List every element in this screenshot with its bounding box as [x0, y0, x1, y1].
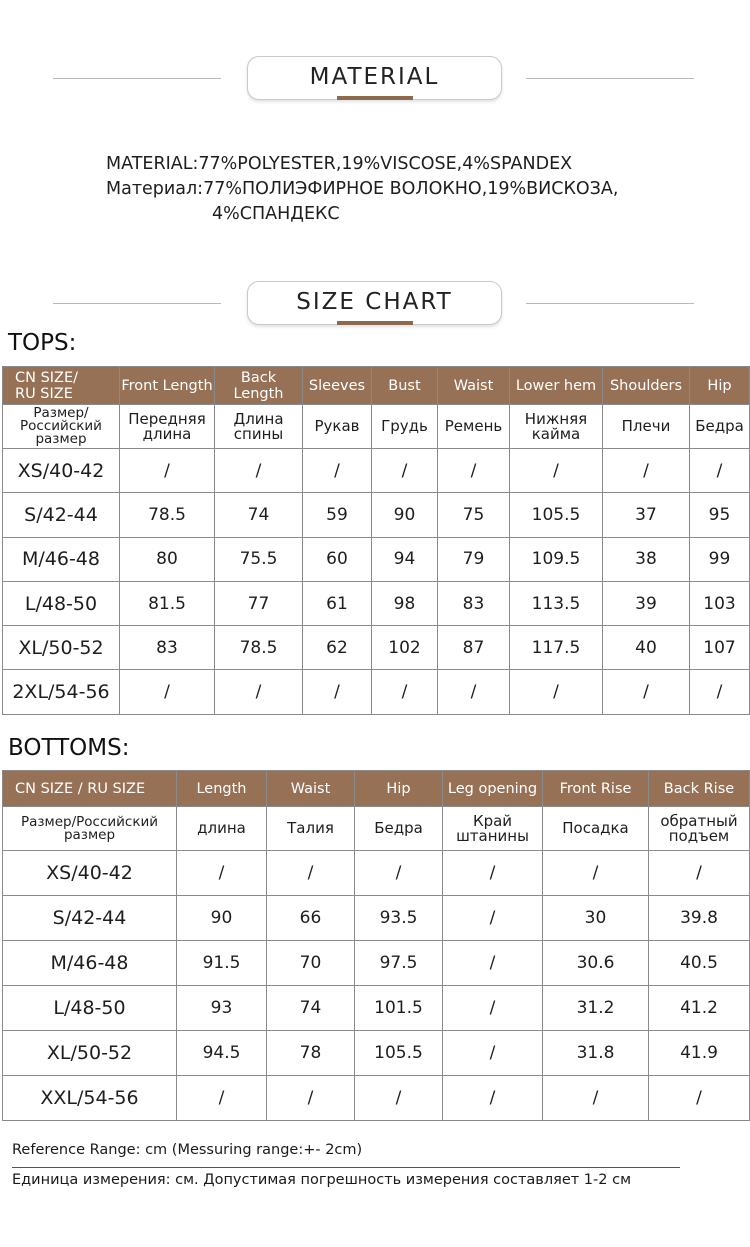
column-header-ru [543, 807, 649, 851]
measurement-value: / [267, 851, 355, 896]
tops-header-row [3, 367, 750, 405]
size-label: M/46-48 [3, 537, 120, 581]
table-row [3, 851, 750, 896]
measurement-value: 39.8 [649, 896, 750, 941]
column-header: Shoulders [603, 367, 690, 405]
size-label: XS/40-42 [3, 851, 177, 896]
material-en-label: MATERIAL: [106, 154, 199, 174]
measurement-value: / [443, 1031, 543, 1076]
size-column-header-ru-line: Размер/Российский [20, 813, 159, 830]
column-header-ru-line: Бедра [695, 417, 744, 435]
measurement-value: / [177, 851, 267, 896]
column-header-ru [215, 405, 303, 449]
measurement-value: / [603, 670, 690, 714]
material-header-title: MATERIAL [309, 63, 440, 90]
reference-range-note: Reference Range: cm (Messuring range:+- 2cm) [12, 1142, 363, 1158]
measurement-value: / [355, 1076, 443, 1121]
bottoms-header-row [3, 771, 750, 807]
table-row [3, 986, 750, 1031]
column-header-ru-line: Плечи [621, 417, 671, 435]
measurement-value: 75 [438, 493, 510, 537]
measurement-value: / [303, 670, 372, 714]
tops-size-table [2, 366, 750, 715]
measurement-value: / [120, 670, 215, 714]
size-label: L/48-50 [3, 986, 177, 1031]
size-chart-section-header [0, 281, 750, 327]
measurement-value: 31.8 [543, 1031, 649, 1076]
size-label: XL/50-52 [3, 1031, 177, 1076]
column-header-ru [303, 405, 372, 449]
measurement-value: 59 [303, 493, 372, 537]
column-header-ru [355, 807, 443, 851]
measurement-value: / [438, 670, 510, 714]
column-header-ru [690, 405, 750, 449]
column-header: Back Rise [649, 771, 750, 807]
size-column-header-ru-line: Размер/ [33, 405, 89, 421]
column-header-ru-line: Ремень [444, 417, 503, 435]
measurement-value: 103 [690, 581, 750, 625]
size-label: L/48-50 [3, 581, 120, 625]
column-header: Waist [267, 771, 355, 807]
table-row [3, 941, 750, 986]
measurement-value: 93 [177, 986, 267, 1031]
column-header-ru-line: спины [233, 424, 284, 443]
column-header-ru-line: Рукав [314, 417, 360, 435]
column-header: Leg opening [443, 771, 543, 807]
measurement-value: / [443, 896, 543, 941]
measurement-value: 102 [372, 626, 438, 670]
column-header-ru [372, 405, 438, 449]
measurement-value: 98 [372, 581, 438, 625]
header-accent-bar [337, 96, 413, 100]
column-header-ru-line: Длина [233, 409, 284, 428]
size-label: M/46-48 [3, 941, 177, 986]
measurement-value: / [510, 670, 603, 714]
measurement-value: / [215, 670, 303, 714]
measurement-value: / [443, 986, 543, 1031]
measurement-value: / [438, 449, 510, 493]
table-row [3, 537, 750, 581]
column-header-ru-line: Передняя [128, 409, 206, 428]
measurement-value: / [603, 449, 690, 493]
measurement-value: / [543, 851, 649, 896]
material-composition [106, 152, 618, 227]
size-label: XS/40-42 [3, 449, 120, 493]
measurement-value: 101.5 [355, 986, 443, 1031]
measurement-value: 66 [267, 896, 355, 941]
measurement-value: 80 [120, 537, 215, 581]
column-header-ru-line: штанины [456, 826, 529, 845]
material-en-value: 77%POLYESTER,19%VISCOSE,4%SPANDEX [198, 154, 573, 174]
size-chart-header-pill [247, 281, 502, 325]
column-header: Length [177, 771, 267, 807]
measurement-value: 94.5 [177, 1031, 267, 1076]
header-rule-left [53, 303, 221, 304]
measurement-value: / [372, 449, 438, 493]
column-header-ru-line: обратный [660, 811, 738, 830]
measurement-value: 78.5 [215, 626, 303, 670]
measurement-value: / [355, 851, 443, 896]
measurement-value: 78.5 [120, 493, 215, 537]
column-header-ru-line: подъем [668, 826, 730, 845]
material-ru-row-cont [106, 202, 618, 227]
measurement-value: / [543, 1076, 649, 1121]
measurement-value: 38 [603, 537, 690, 581]
measurement-value: 83 [438, 581, 510, 625]
measurement-value: 41.9 [649, 1031, 750, 1076]
size-column-header-ru-line: размер [63, 826, 116, 843]
material-ru-row [106, 177, 618, 202]
column-header-ru [443, 807, 543, 851]
measurement-value: 75.5 [215, 537, 303, 581]
column-header-ru-line: Бедра [374, 819, 423, 837]
measurement-value: 78 [267, 1031, 355, 1076]
tops-title: TOPS: [8, 330, 77, 356]
measurement-value: 90 [372, 493, 438, 537]
measurement-value: 30.6 [543, 941, 649, 986]
measurement-value: / [443, 851, 543, 896]
size-column-header: CN SIZE / RU SIZE [3, 771, 177, 807]
measurement-value: / [443, 941, 543, 986]
measurement-value: 109.5 [510, 537, 603, 581]
column-header-ru-line: длина [142, 424, 192, 443]
table-row [3, 581, 750, 625]
measurement-value: 113.5 [510, 581, 603, 625]
measurement-value: / [120, 449, 215, 493]
table-row [3, 896, 750, 941]
measurement-value: 107 [690, 626, 750, 670]
measurement-value: 60 [303, 537, 372, 581]
measurement-value: / [267, 1076, 355, 1121]
measurement-value: 117.5 [510, 626, 603, 670]
measurement-value: 41.2 [649, 986, 750, 1031]
column-header-ru [510, 405, 603, 449]
measurement-value: 74 [215, 493, 303, 537]
size-column-header-ru [3, 405, 120, 449]
material-ru-value-cont: 4%СПАНДЕКС [212, 204, 340, 224]
size-column-header-ru-line: размер [35, 431, 87, 447]
column-header-ru-line: кайма [531, 424, 581, 443]
column-header: Front Rise [543, 771, 649, 807]
measurement-value: / [649, 851, 750, 896]
column-header-ru [120, 405, 215, 449]
size-label: 2XL/54-56 [3, 670, 120, 714]
column-header-ru-line: длина [197, 819, 246, 837]
measurement-value: 70 [267, 941, 355, 986]
column-header-ru [438, 405, 510, 449]
material-section-header [0, 56, 750, 102]
size-column-header-ru [3, 807, 177, 851]
table-row [3, 493, 750, 537]
measurement-value: 93.5 [355, 896, 443, 941]
bottoms-title: BOTTOMS: [8, 735, 130, 761]
column-header: Hip [355, 771, 443, 807]
measurement-value: 62 [303, 626, 372, 670]
column-header-ru-line: Край [472, 811, 513, 830]
measurement-value: / [690, 670, 750, 714]
size-label: S/42-44 [3, 896, 177, 941]
column-header: Back Length [215, 367, 303, 405]
material-header-pill [247, 56, 502, 100]
measurement-value: 94 [372, 537, 438, 581]
header-rule-left [53, 78, 221, 79]
column-header-ru [177, 807, 267, 851]
column-header-ru [649, 807, 750, 851]
measurement-value: 77 [215, 581, 303, 625]
size-chart-header-title: SIZE CHART [296, 288, 453, 315]
measurement-value: 40 [603, 626, 690, 670]
footer-divider [12, 1167, 680, 1168]
measurement-value: / [649, 1076, 750, 1121]
column-header-ru-line: Посадка [562, 819, 629, 837]
tops-ru-header-row [3, 405, 750, 449]
measurement-value: 99 [690, 537, 750, 581]
table-row [3, 1076, 750, 1121]
material-ru-value: 77%ПОЛИЭФИРНОЕ ВОЛОКНО,19%ВИСКОЗА, [203, 179, 619, 199]
header-accent-bar [337, 321, 413, 325]
measurement-value: 105.5 [510, 493, 603, 537]
size-column-header-line: RU SIZE [15, 385, 73, 402]
bottoms-size-table [2, 770, 750, 1121]
column-header: Waist [438, 367, 510, 405]
measurement-value: / [443, 1076, 543, 1121]
column-header-ru [267, 807, 355, 851]
header-rule-right [526, 78, 694, 79]
measurement-value: 105.5 [355, 1031, 443, 1076]
measurement-value: / [177, 1076, 267, 1121]
size-column-header-line: CN SIZE/ [15, 369, 79, 386]
measurement-value: / [372, 670, 438, 714]
measurement-value: 95 [690, 493, 750, 537]
measurement-value: 31.2 [543, 986, 649, 1031]
measurement-value: 37 [603, 493, 690, 537]
table-row [3, 670, 750, 714]
measurement-value: 79 [438, 537, 510, 581]
measurement-value: 39 [603, 581, 690, 625]
measurement-value: 97.5 [355, 941, 443, 986]
column-header: Sleeves [303, 367, 372, 405]
table-row [3, 449, 750, 493]
column-header: Front Length [120, 367, 215, 405]
measurement-value: / [510, 449, 603, 493]
size-label: S/42-44 [3, 493, 120, 537]
column-header: Hip [690, 367, 750, 405]
table-row [3, 1031, 750, 1076]
measurement-value: / [303, 449, 372, 493]
measurement-value: 91.5 [177, 941, 267, 986]
column-header-ru [603, 405, 690, 449]
reference-range-note-ru: Единица измерения: см. Допустимая погрешность измерения составляет 1-2 см [12, 1172, 632, 1188]
measurement-value: / [215, 449, 303, 493]
column-header-ru-line: Нижняя [524, 409, 588, 428]
measurement-value: / [690, 449, 750, 493]
material-ru-label: Материал: [106, 179, 204, 199]
column-header-ru-line: Грудь [381, 417, 428, 435]
table-row [3, 626, 750, 670]
measurement-value: 81.5 [120, 581, 215, 625]
measurement-value: 74 [267, 986, 355, 1031]
measurement-value: 90 [177, 896, 267, 941]
measurement-value: 87 [438, 626, 510, 670]
size-column-header-ru-line: Российский [20, 418, 102, 434]
size-column-header [3, 367, 120, 405]
header-rule-right [526, 303, 694, 304]
measurement-value: 83 [120, 626, 215, 670]
bottoms-ru-header-row [3, 807, 750, 851]
measurement-value: 30 [543, 896, 649, 941]
column-header: Lower hem [510, 367, 603, 405]
measurement-value: 40.5 [649, 941, 750, 986]
size-label: XL/50-52 [3, 626, 120, 670]
size-label: XXL/54-56 [3, 1076, 177, 1121]
measurement-value: 61 [303, 581, 372, 625]
column-header-ru-line: Талия [287, 819, 334, 837]
column-header: Bust [372, 367, 438, 405]
material-en-row [106, 152, 618, 177]
